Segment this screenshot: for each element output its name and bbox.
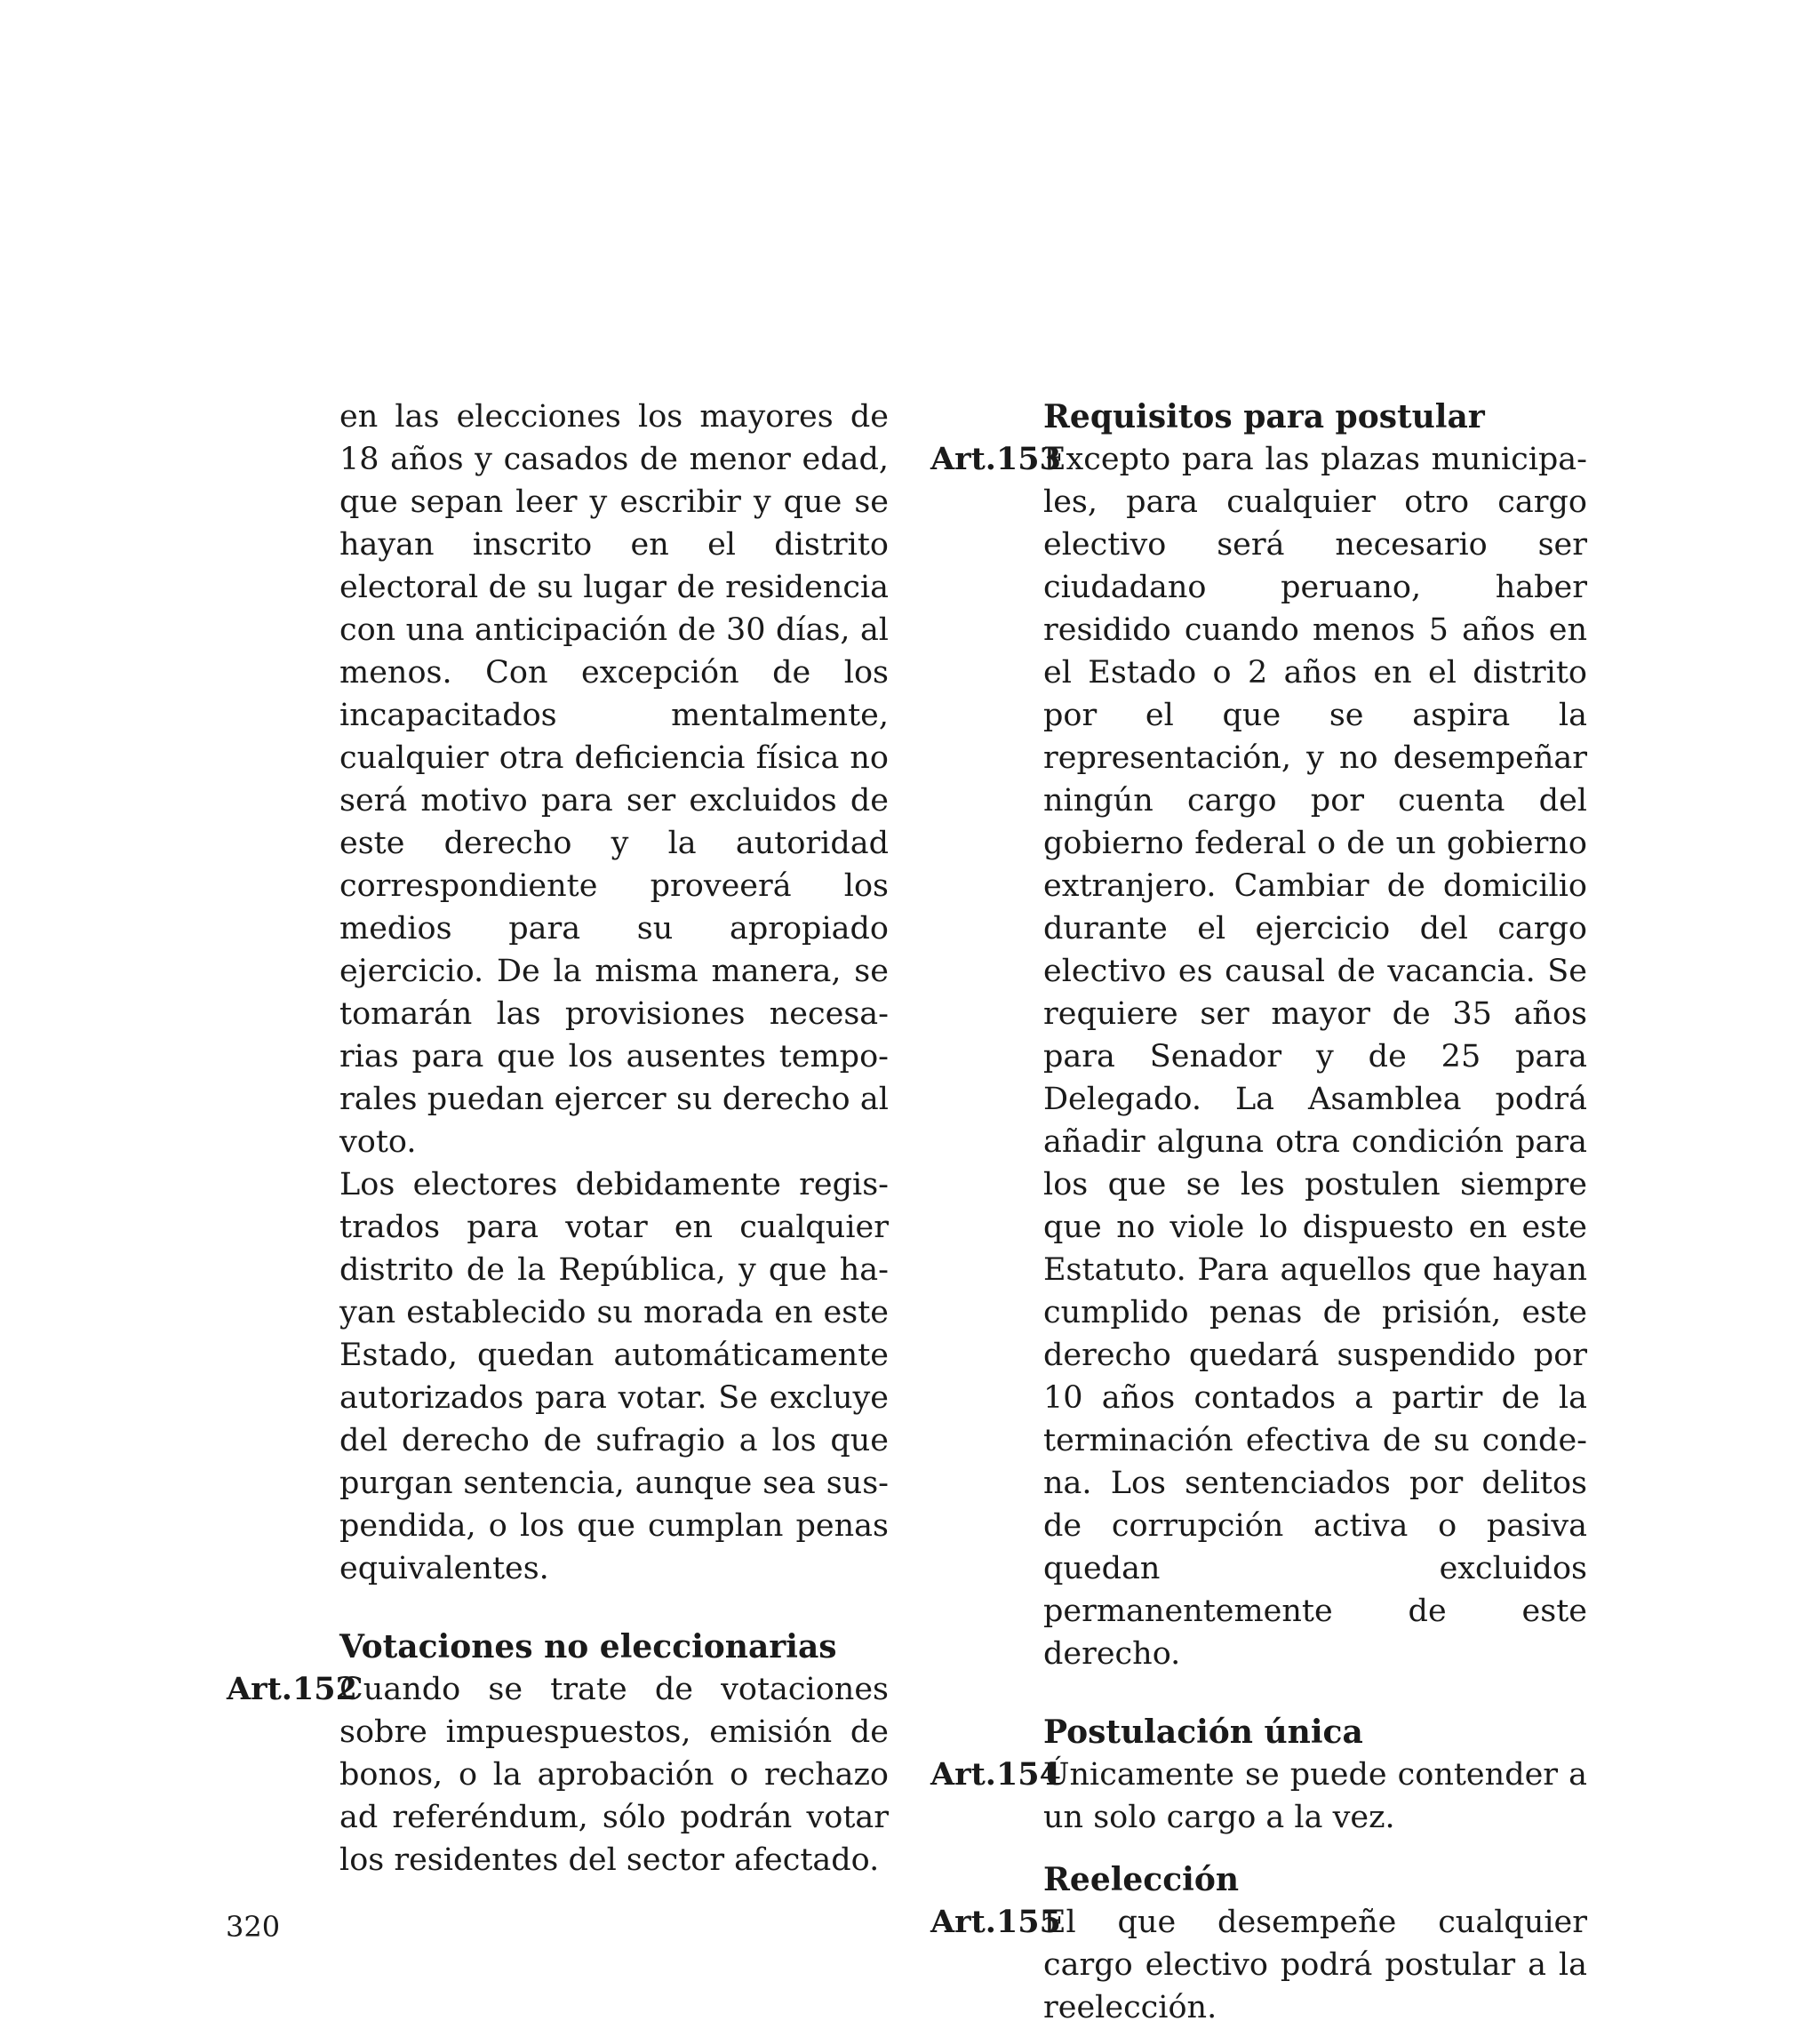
article-153 <box>930 438 1587 1675</box>
article-label: Art.154 <box>930 1756 1062 1793</box>
section-heading-requisitos: Requisitos para postular <box>1043 398 1485 435</box>
left-column <box>227 395 889 1881</box>
article-152 <box>227 1668 889 1881</box>
section-heading-reeleccion: Reelección <box>1043 1861 1240 1898</box>
article-text: El que desempeñe cualquier cargo electivo podrá postular a la reelección. <box>1043 1905 1587 2025</box>
article-label: Art.152 <box>227 1671 358 1707</box>
right-column <box>930 395 1587 2029</box>
article-text: Únicamente se puede contender a un solo cargo a la vez. <box>1043 1757 1587 1835</box>
continued-paragraph: en las elecciones los mayores de 18 años y casados de menor edad, que sepan leer y escribir y que se hayan inscrito en el distrito electoral de su lugar de residencia con una anticipación de 30 días, al menos. Con excepción de los incapacitados mentalmente, cualquier otra deficiencia física no será motivo para ser excluidos de este derecho y la autoridad correspondiente proveerá los medios para su apropiado ejercicio. De la misma manera, se tomarán las provisiones necesarias para que los ausentes temporales puedan ejercer su derecho al voto. <box>339 399 889 1160</box>
electors-paragraph: Los electores debidamente registrados para votar en cualquier distrito de la República, y que hayan establecido su morada en este Estado, quedan automáticamente autorizados para votar. Se excluye del derecho de sufragio a los que purgan sentencia, aunque sea suspendida, o los que cumplan penas equivalentes. <box>339 1167 889 1586</box>
section-heading-votaciones: Votaciones no eleccionarias <box>339 1628 837 1666</box>
article-text: Cuando se trate de votaciones sobre impuespuestos, emisión de bonos, o la aprobación o rechazo ad referéndum, sólo podrán votar los residentes del sector afectado. <box>339 1672 889 1878</box>
article-label: Art.155 <box>930 1904 1062 1940</box>
article-label: Art.153 <box>930 441 1062 477</box>
article-text: Excepto para las plazas municipales, para cualquier otro cargo electivo será necesario ser ciudadano peruano, haber residido cuando menos 5 años en el Estado o 2 años en el distrito por el que se aspira la representación, y no desempeñar ningún cargo por cuenta del gobierno federal o de un gobierno extranjero. Cambiar de domicilio durante el ejercicio del cargo electivo es causal de vacancia. Se requiere ser mayor de 35 años para Senador y de 25 para Delegado. La Asamblea podrá añadir alguna otra condición para los que se les postulen siempre que no viole lo dispuesto en este Estatuto. Para aquellos que hayan cumplido penas de prisión, este derecho quedará suspendido por 10 años contados a partir de la terminación efectiva de su condena. Los sentenciados por delitos de corrupción activa o pasiva quedan excluidos permanentemente de este derecho. <box>1043 442 1587 1672</box>
section-heading-postulacion: Postulación única <box>1043 1713 1363 1751</box>
page-number: 320 <box>226 1910 281 1944</box>
article-154 <box>930 1753 1587 1839</box>
article-155 <box>930 1901 1587 2029</box>
